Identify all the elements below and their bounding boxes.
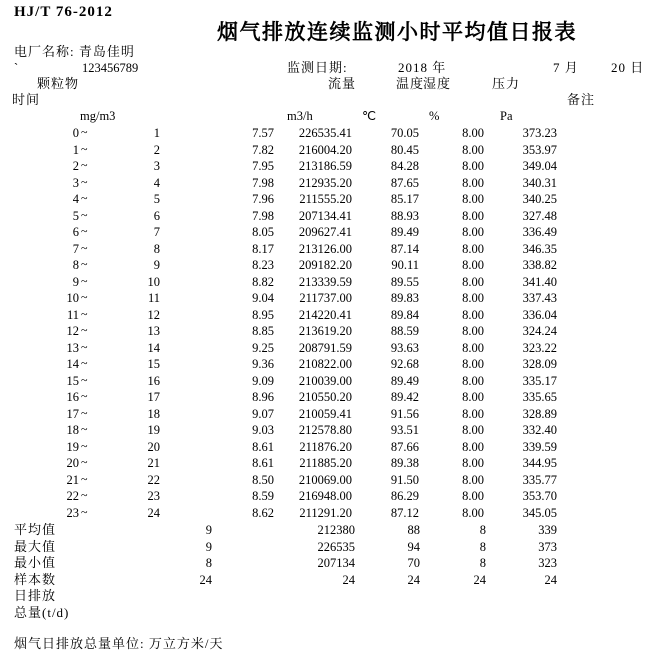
humidity-value: 8.00	[462, 208, 484, 223]
dust-value: 7.98	[252, 208, 274, 223]
summary-pressure: 323	[538, 556, 557, 570]
pressure-value: 337.43	[522, 291, 557, 305]
table-row	[0, 175, 656, 192]
hour-from: 9	[72, 274, 79, 289]
tilde-separator: ~	[81, 471, 88, 486]
humidity-value: 8.00	[462, 489, 484, 503]
hour-from: 23	[66, 505, 79, 520]
humidity-value: 8.00	[462, 439, 484, 454]
table-row	[0, 241, 656, 258]
temperature-value: 80.45	[390, 142, 419, 157]
table-row	[0, 208, 656, 225]
report-title: 烟气排放连续监测小时平均值日报表	[217, 20, 577, 44]
hour-from: 19	[66, 439, 79, 454]
pressure-value: 323.22	[522, 340, 557, 355]
table-row	[0, 340, 656, 357]
tilde-separator: ~	[81, 356, 88, 370]
flow-value: 214220.41	[298, 307, 352, 322]
pressure-value: 324.24	[522, 324, 557, 338]
header-flow: 流量	[328, 76, 357, 91]
hour-to: 10	[147, 274, 160, 289]
dust-value: 8.96	[252, 390, 274, 404]
pressure-value: 340.25	[522, 192, 557, 206]
temperature-value: 87.14	[390, 241, 419, 256]
tilde-separator: ~	[81, 306, 88, 321]
table-row	[0, 191, 656, 208]
dust-value: 8.17	[252, 241, 274, 256]
humidity-value: 8.00	[462, 291, 484, 305]
summary-row	[0, 605, 656, 622]
humidity-value: 8.00	[462, 225, 484, 239]
humidity-value: 8.00	[462, 505, 484, 520]
flow-value: 209627.41	[298, 225, 352, 239]
table-row	[0, 422, 656, 439]
dust-value: 8.82	[252, 274, 274, 289]
summary-row	[0, 588, 656, 605]
humidity-value: 8.00	[462, 423, 484, 437]
dust-value: 8.23	[252, 258, 274, 272]
hour-to: 21	[147, 456, 160, 470]
temperature-value: 92.68	[390, 357, 419, 371]
flow-value: 213186.59	[298, 159, 352, 173]
summary-flow: 207134	[317, 556, 355, 570]
header-pollutant: 颗粒物	[37, 76, 80, 91]
hour-to: 8	[153, 241, 160, 256]
humidity-value: 8.00	[462, 241, 484, 256]
hour-from: 16	[66, 390, 79, 404]
flow-value: 226535.41	[298, 126, 352, 140]
tilde-separator: ~	[81, 257, 88, 271]
tilde-separator: ~	[81, 504, 88, 519]
summary-row	[0, 555, 656, 572]
humidity-value: 8.00	[462, 340, 484, 355]
summary-dust	[112, 605, 212, 622]
hour-to: 5	[153, 192, 160, 206]
standard-code: HJ/T 76-2012	[14, 4, 113, 20]
header-remark: 备注	[567, 92, 596, 107]
tilde-separator: ~	[81, 290, 88, 304]
hour-from: 11	[66, 307, 79, 322]
tilde-separator: ~	[81, 141, 88, 156]
dust-value: 8.05	[252, 225, 274, 239]
pressure-value: 336.04	[522, 307, 557, 322]
header-time: 时间	[12, 92, 41, 107]
flow-value: 208791.59	[298, 340, 352, 355]
summary-label: 样本数	[14, 571, 57, 587]
summary-dust: 8	[205, 556, 212, 570]
table-row	[0, 142, 656, 159]
temperature-value: 86.29	[390, 489, 419, 503]
hour-from: 15	[66, 373, 79, 388]
humidity-value: 8.00	[462, 357, 484, 371]
hour-from: 13	[66, 340, 79, 355]
tilde-separator: ~	[81, 158, 88, 172]
pressure-value: 335.77	[522, 472, 557, 487]
temperature-value: 88.93	[390, 208, 419, 223]
dust-value: 7.96	[252, 192, 274, 206]
summary-pressure: 373	[538, 539, 557, 554]
summary-flow: 212380	[317, 523, 355, 537]
humidity-value: 8.00	[462, 456, 484, 470]
summary-pressure: 339	[538, 523, 557, 537]
temperature-value: 90.11	[391, 258, 419, 272]
temperature-value: 89.42	[390, 390, 419, 404]
temperature-value: 89.83	[390, 291, 419, 305]
summary-temperature: 70	[407, 556, 420, 570]
footer-note: 烟气日排放总量单位: 万立方米/天	[14, 636, 224, 651]
table-row	[0, 274, 656, 291]
summary-dust: 24	[199, 572, 212, 587]
tilde-separator: ~	[81, 125, 88, 139]
dust-value: 9.03	[252, 423, 274, 437]
tilde-separator: ~	[81, 174, 88, 189]
plant-line	[0, 44, 656, 60]
flow-value: 211555.20	[299, 192, 352, 206]
summary-flow: 24	[342, 572, 355, 587]
tilde-separator: ~	[81, 405, 88, 420]
tilde-separator: ~	[81, 372, 88, 387]
flow-value: 212935.20	[298, 175, 352, 190]
flow-value: 211885.20	[299, 456, 352, 470]
pressure-value: 346.35	[522, 241, 557, 256]
unit-temperature: ℃	[362, 109, 377, 123]
humidity-value: 8.00	[462, 126, 484, 140]
hour-to: 1	[153, 126, 160, 140]
date-line	[0, 60, 656, 76]
summary-temperature: 94	[407, 539, 420, 554]
units-line	[0, 108, 656, 124]
date-label: 监测日期:	[287, 60, 348, 75]
summary-flow: 226535	[317, 539, 355, 554]
dust-value: 8.50	[252, 472, 274, 487]
hour-to: 15	[147, 357, 160, 371]
dust-value: 8.61	[252, 439, 274, 454]
table-row	[0, 158, 656, 175]
pressure-value: 340.31	[522, 175, 557, 190]
pressure-value: 345.05	[522, 505, 557, 520]
dust-value: 9.36	[252, 357, 274, 371]
pressure-value: 336.49	[522, 225, 557, 239]
temperature-value: 89.49	[390, 373, 419, 388]
pressure-value: 327.48	[522, 208, 557, 223]
flow-value: 216948.00	[298, 489, 352, 503]
hour-from: 20	[66, 456, 79, 470]
pressure-value: 335.65	[522, 390, 557, 404]
pressure-value: 373.23	[522, 126, 557, 140]
summary-dust: 9	[205, 539, 212, 554]
hour-from: 21	[66, 472, 79, 487]
table-row	[0, 389, 656, 406]
plant-code: 123456789	[82, 61, 139, 75]
dust-value: 8.62	[252, 505, 274, 520]
tilde-separator: ~	[81, 240, 88, 255]
summary-label: 日排放	[14, 588, 57, 603]
tilde-separator: ~	[81, 438, 88, 453]
flow-value: 210059.41	[298, 406, 352, 421]
hour-to: 24	[147, 505, 160, 520]
tilde-separator: ~	[81, 389, 88, 403]
summary-label: 平均值	[14, 522, 57, 537]
hour-from: 6	[72, 225, 79, 239]
table-row	[0, 505, 656, 522]
temperature-value: 89.84	[390, 307, 419, 322]
temperature-value: 89.49	[390, 225, 419, 239]
date-year: 2018 年	[398, 60, 447, 75]
pressure-value: 349.04	[522, 159, 557, 173]
flow-value: 211876.20	[299, 439, 352, 454]
hour-from: 1	[72, 142, 79, 157]
temperature-value: 88.59	[390, 324, 419, 338]
humidity-value: 8.00	[462, 472, 484, 487]
tilde-separator: ~	[81, 207, 88, 222]
hour-from: 17	[66, 406, 79, 421]
pressure-value: 332.40	[522, 423, 557, 437]
table-row	[0, 323, 656, 340]
table-row	[0, 290, 656, 307]
summary-pressure: 24	[544, 572, 557, 587]
plant-name-value: 青岛佳明	[78, 44, 135, 59]
flow-value: 212578.80	[298, 423, 352, 437]
table-row	[0, 257, 656, 274]
humidity-value: 8.00	[462, 373, 484, 388]
hour-from: 4	[72, 192, 79, 206]
hour-to: 14	[147, 340, 160, 355]
dust-value: 8.85	[252, 324, 274, 338]
dust-value: 9.07	[252, 406, 274, 421]
hour-to: 19	[147, 423, 160, 437]
pressure-value: 341.40	[522, 274, 557, 289]
hour-from: 22	[66, 489, 79, 503]
flow-value: 207134.41	[298, 208, 352, 223]
temperature-value: 70.05	[390, 126, 419, 140]
summary-row	[0, 572, 656, 589]
unit-humidity: %	[429, 109, 440, 123]
tick-mark: `	[14, 61, 19, 75]
hour-from: 12	[66, 324, 79, 338]
humidity-value: 8.00	[462, 192, 484, 206]
humidity-value: 8.00	[462, 159, 484, 173]
humidity-value: 8.00	[462, 307, 484, 322]
hour-from: 18	[66, 423, 79, 437]
hour-to: 17	[147, 390, 160, 404]
tilde-separator: ~	[81, 339, 88, 354]
flow-value: 209182.20	[298, 258, 352, 272]
summary-row	[0, 539, 656, 556]
flow-value: 211737.00	[299, 291, 352, 305]
summary-humidity: 8	[479, 556, 486, 570]
hour-to: 3	[153, 159, 160, 173]
summary-humidity: 8	[479, 539, 486, 554]
table-row	[0, 356, 656, 373]
dust-value: 9.25	[252, 340, 274, 355]
temperature-value: 85.17	[390, 192, 419, 206]
hour-to: 23	[147, 489, 160, 503]
temperature-value: 91.56	[390, 406, 419, 421]
flow-value: 210822.00	[298, 357, 352, 371]
hour-to: 16	[147, 373, 160, 388]
hour-to: 2	[153, 142, 160, 157]
hour-from: 2	[72, 159, 79, 173]
summary-pressure	[457, 588, 557, 605]
hour-from: 7	[72, 241, 79, 256]
table-row	[0, 406, 656, 423]
tilde-separator: ~	[81, 323, 88, 337]
summary-dust: 9	[205, 523, 212, 537]
humidity-value: 8.00	[462, 258, 484, 272]
hour-from: 8	[72, 258, 79, 272]
table-row	[0, 455, 656, 472]
flow-value: 216004.20	[298, 142, 352, 157]
flow-value: 213619.20	[298, 324, 352, 338]
hour-to: 9	[153, 258, 160, 272]
plant-name-label	[14, 44, 135, 60]
table-row	[0, 224, 656, 241]
dust-value: 7.98	[252, 175, 274, 190]
table-row	[0, 373, 656, 390]
hour-from: 5	[72, 208, 79, 223]
pressure-value: 328.09	[522, 357, 557, 371]
unit-pressure: Pa	[500, 109, 513, 123]
flow-value: 213126.00	[298, 241, 352, 256]
humidity-value: 8.00	[462, 406, 484, 421]
summary-pressure	[457, 605, 557, 622]
dust-value: 8.95	[252, 307, 274, 322]
tilde-separator: ~	[81, 422, 88, 436]
summary-row	[0, 522, 656, 539]
summary-label: 最小值	[14, 555, 57, 570]
summary-label: 最大值	[14, 538, 57, 554]
temperature-value: 93.63	[390, 340, 419, 355]
flow-value: 211291.20	[299, 505, 352, 520]
table-row	[0, 439, 656, 456]
table-row	[0, 488, 656, 505]
hour-to: 20	[147, 439, 160, 454]
plant-label-text: 电厂名称:	[14, 44, 75, 59]
hour-to: 11	[147, 291, 160, 305]
hour-to: 4	[153, 175, 160, 190]
table-row	[0, 307, 656, 324]
unit-flow: m3/h	[287, 109, 313, 123]
dust-value: 9.09	[252, 373, 274, 388]
hour-to: 6	[153, 208, 160, 223]
temperature-value: 89.55	[390, 274, 419, 289]
pressure-value: 338.82	[522, 258, 557, 272]
table-row	[0, 472, 656, 489]
flow-value: 210069.00	[298, 472, 352, 487]
pressure-value: 353.70	[522, 489, 557, 503]
summary-dust	[112, 588, 212, 605]
dust-value: 8.59	[252, 489, 274, 503]
hour-from: 0	[72, 126, 79, 140]
humidity-value: 8.00	[462, 390, 484, 404]
summary-humidity: 8	[479, 523, 486, 537]
pressure-value: 353.97	[522, 142, 557, 157]
flow-value: 213339.59	[298, 274, 352, 289]
temperature-value: 89.38	[390, 456, 419, 470]
header-pressure: 压力	[492, 76, 521, 91]
unit-pollutant: mg/m3	[80, 109, 116, 123]
humidity-value: 8.00	[462, 274, 484, 289]
tilde-separator: ~	[81, 224, 88, 238]
summary-humidity: 24	[473, 572, 486, 587]
dust-value: 8.61	[252, 456, 274, 470]
header-temperature: 温度	[396, 76, 425, 91]
temperature-value: 87.65	[390, 175, 419, 190]
summary-label: 总量(t/d)	[14, 604, 70, 620]
humidity-value: 8.00	[462, 324, 484, 338]
temperature-value: 93.51	[390, 423, 419, 437]
pressure-value: 328.89	[522, 406, 557, 421]
hour-to: 7	[153, 225, 160, 239]
flow-value: 210039.00	[298, 373, 352, 388]
flow-value: 210550.20	[298, 390, 352, 404]
pressure-value: 344.95	[522, 456, 557, 470]
temperature-value: 87.12	[390, 505, 419, 520]
time-remark-line	[0, 92, 656, 108]
humidity-value: 8.00	[462, 142, 484, 157]
pressure-value: 339.59	[522, 439, 557, 454]
date-day: 20 日	[611, 60, 645, 75]
tilde-separator: ~	[81, 488, 88, 502]
dust-value: 7.82	[252, 142, 274, 157]
column-headers-line	[0, 76, 656, 92]
hour-to: 12	[147, 307, 160, 322]
humidity-value: 8.00	[462, 175, 484, 190]
dust-value: 7.57	[252, 126, 274, 140]
hour-to: 22	[147, 472, 160, 487]
hour-from: 3	[72, 175, 79, 190]
table-row	[0, 125, 656, 142]
temperature-value: 87.66	[390, 439, 419, 454]
tilde-separator: ~	[81, 191, 88, 205]
pressure-value: 335.17	[522, 373, 557, 388]
temperature-value: 84.28	[390, 159, 419, 173]
dust-value: 7.95	[252, 159, 274, 173]
summary-temperature: 24	[407, 572, 420, 587]
header-humidity: 湿度	[423, 76, 452, 91]
summary-temperature: 88	[407, 523, 420, 537]
hour-from: 10	[66, 291, 79, 305]
tilde-separator: ~	[81, 455, 88, 469]
tilde-separator: ~	[81, 273, 88, 288]
date-month: 7 月	[553, 60, 579, 75]
hour-to: 13	[147, 324, 160, 338]
hour-to: 18	[147, 406, 160, 421]
dust-value: 9.04	[252, 291, 274, 305]
hour-from: 14	[66, 357, 79, 371]
temperature-value: 91.50	[390, 472, 419, 487]
